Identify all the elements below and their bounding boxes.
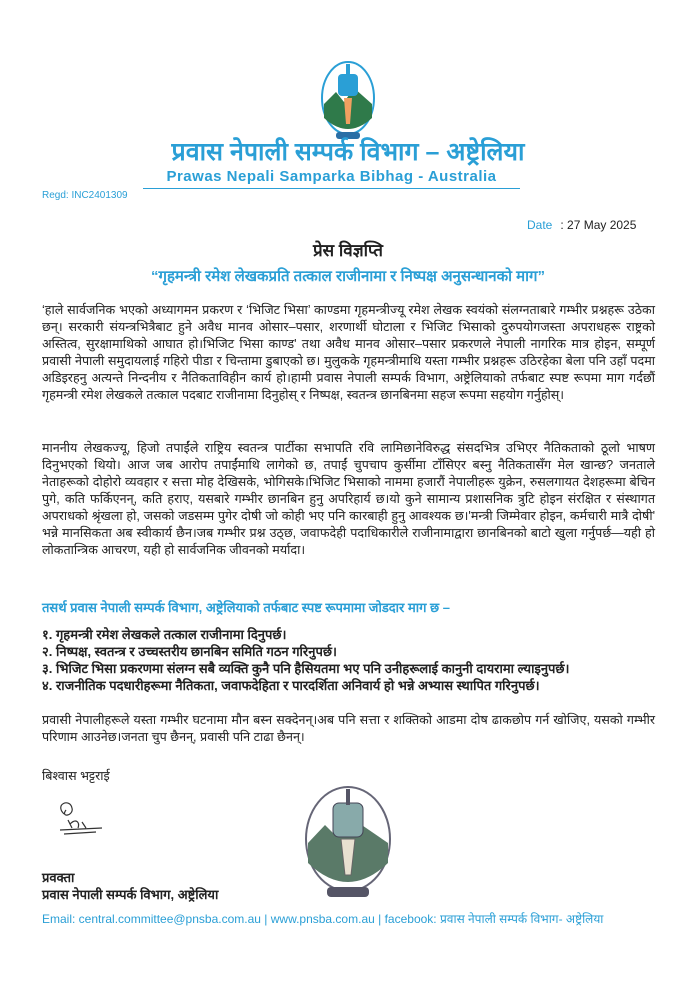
facebook-link[interactable]: facebook: प्रवास नेपाली सम्पर्क विभाग- अष्ट्रेलिया <box>384 912 604 926</box>
signatory-role-block <box>42 869 218 903</box>
demand-list <box>42 626 672 694</box>
demand-item: १. गृहमन्त्री रमेश लेखकले तत्काल राजीनामा दिनुपर्छ। <box>42 627 287 642</box>
paragraph: प्रवासी नेपालीहरूले यस्ता गम्भीर घटनामा मौन बस्न सक्देनन्।अब पनि सत्ता र शक्तिको आडमा दोष ढाकछोप गर्न खोजिए, यसको गम्भीर परिणाम आउनेछ।जनता चुप छैनन्, प्रवासी पनि टाढा छैनन्। <box>42 713 655 744</box>
date-value: : 27 May 2025 <box>560 218 637 232</box>
paragraph: माननीय लेखकज्यू, हिजो तपाईंले राष्ट्रिय स्वतन्त्र पार्टीका सभापति रवि लामिछानेविरुद्ध संसदभित्र उभिएर नैतिकताको ठूलो भाषण दिनुभएको थियो। आज जब आरोप तपाईंमाथि लागेको छ, तपाईं चुपचाप कुर्सीमा टाँसिएर बस्नु नैतिकतासँग मेल खान्छ? जनताले नेताहरूको दोहोरो व्यवहार र सत्ता मोह देखिसके, भोगिसके।भिजिट भिसाको नाममा हजारौं नेपालीहरू युक्रेन, रुसलगायत देशहरूमा बेचिन पुगे, कति फर्किएनन्, कति हराए, यसबारे गम्भीर छानबिन हुनु अपरिहार्य छ।यो कुने सामान्य प्रशासनिक त्रुटि होइन संरक्षित र संस्थागत अपराधको श्रृंखला हो, जसको जडसम्म पुगेर दोषी जो कोही भए पनि कारबाही हुनु आवश्यक छ।'मन्त्री जिम्मेवार होइन, कर्मचारी मात्रै दोषी' भन्ने मानसिकता अब स्वीकार्य छैन।जब गम्भीर प्रश्न उठ्छ, जवाफदेही पदाधिकारीले राजीनामाद्वारा छानबिनको बाटो खुला गर्नुपर्छ—यही हो लोकतान्त्रिक आचरण, यही हो सार्वजनिक जीवनको मर्यादा। <box>42 441 655 557</box>
demand-item: २. निष्पक्ष, स्वतन्त्र र उच्चस्तरीय छानबिन समिति गठन गरिनुपर्छ। <box>42 644 337 659</box>
signatory-name: बिश्वास भट्टराई <box>42 769 110 783</box>
date-label: Date <box>527 218 553 232</box>
paragraph: ‘हाले सार्वजनिक भएको अध्यागमन प्रकरण र ‘भिजिट भिसा’ काण्डमा गृहमन्त्रीज्यू रमेश लेखक स्वयंको संलग्नताबारे गम्भीर प्रश्नहरू उठेका छन्। सरकारी संयन्त्रभित्रैबाट हुने अवैध मानव ओसार–पसार, शरणार्थी घोटाला र भिजिट भिसाको दुरुपयोगजस्ता अपराधहरू राष्ट्रको अस्तित्व, सुरक्षामाथिको आघात हो।भिजिट भिसा काण्ड' तथा अवैध मानव ओसार–पसार प्रकरणले नेपाली नागरिक मात्र होइन, सम्पूर्ण प्रवासी नेपाली समुदायलाई गहिरो पीडा र चिन्तामा डुबाएको छ। मुलुकके गृहमन्त्रीमाथि यस्ता गम्भीर प्रश्नहरू उठिरहेका बेला पनि उहाँ पदमा अडिइरहनु अत्यन्ते निन्दनीय र नैतिकताविहीन कार्य हो।हामी प्रवास नेपाली सम्पर्क विभाग, अष्ट्रेलियाको तर्फबाट स्पष्ट रूपमा माग गर्दछौं गृहमन्त्री रमेश लेखकले तत्काल पदबाट राजीनामा दिनुहोस् र निष्पक्ष, स्वतन्त्र छानबिनमा सहज रूपमा सहयोग गर्नुहोस्। <box>42 303 655 402</box>
handwritten-signature <box>50 798 110 836</box>
document-type-title: प्रेस विज्ञप्ति <box>313 241 383 260</box>
organization-logo <box>320 58 376 142</box>
org-name-nepali: प्रवास नेपाली सम्पर्क विभाग – अष्ट्रेलिया <box>171 138 525 166</box>
organization-seal <box>303 783 393 901</box>
date <box>527 218 636 232</box>
registration-number: Regd: INC2401309 <box>42 190 128 201</box>
org-name-english: Prawas Nepali Samparka Bibhag - Australia <box>143 168 520 189</box>
headline: “गृहमन्त्री रमेश लेखकप्रति तत्काल राजीनामा र निष्पक्ष अनुसन्धानको माग” <box>151 268 545 285</box>
email-link[interactable]: Email: central.committee@pnsba.com.au <box>42 912 261 926</box>
demand-heading: तसर्थ प्रवास नेपाली सम्पर्क विभाग, अष्ट्रेलियाको तर्फबाट स्पष्ट रूपमामा जोडदार माग छ – <box>42 600 451 615</box>
separator: | <box>260 912 271 926</box>
signatory-role: प्रवक्ता <box>42 870 75 885</box>
footer-contact <box>42 910 603 927</box>
signatory-organization: प्रवास नेपाली सम्पर्क विभाग, अष्ट्रेलिया <box>42 887 219 902</box>
demand-item: ३. भिजिट भिसा प्रकरणमा संलग्न सबै व्यक्ति कुनै पनि हैसियतमा भए पनि उनीहरूलाई कानुनी दायरामा ल्याइनुपर्छ। <box>42 661 570 676</box>
demand-item: ४. राजनीतिक पदधारीहरूमा नैतिकता, जवाफदेहिता र पारदर्शिता अनिवार्य हो भन्ने अभ्यास स्थापित गरिनुपर्छ। <box>42 678 540 693</box>
website-link[interactable]: www.pnsba.com.au <box>270 912 375 926</box>
separator: | <box>374 912 385 926</box>
